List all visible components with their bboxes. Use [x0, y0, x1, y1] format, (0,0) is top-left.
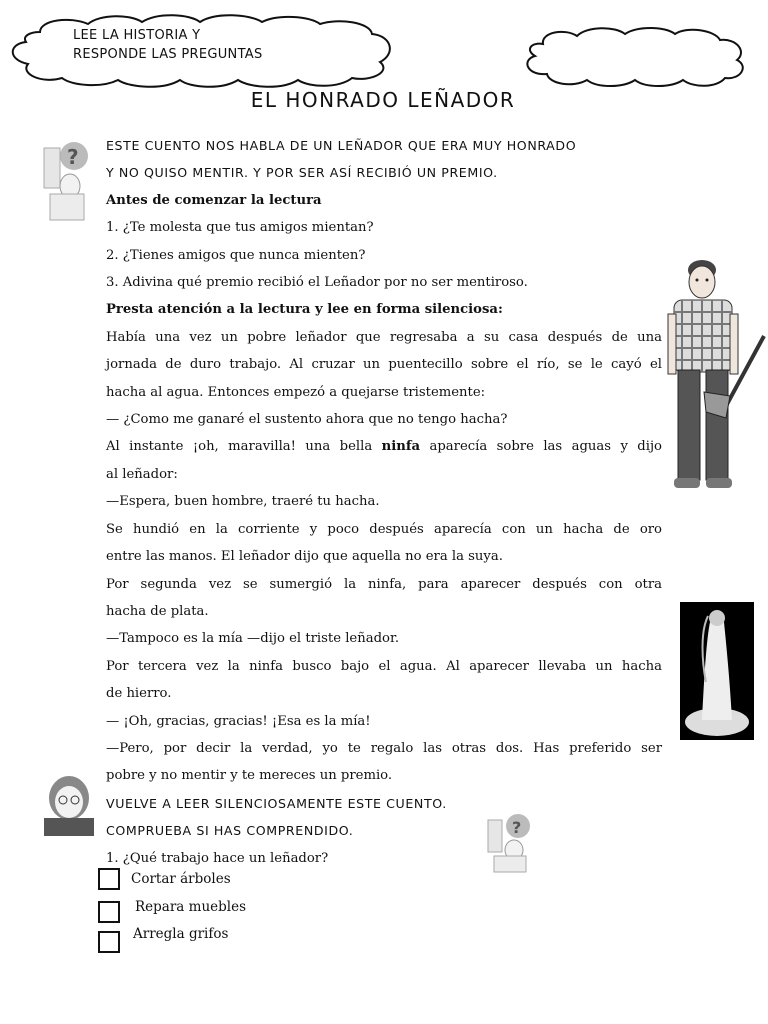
story-line: Por segunda vez se sumergió la ninfa, para aparecer después con otra — [106, 576, 662, 592]
svg-text:?: ? — [67, 145, 79, 169]
story-line: —Espera, buen hombre, traeré tu hacha. — [106, 494, 380, 510]
svg-text:?: ? — [512, 818, 522, 837]
option-label-2: Repara muebles — [135, 899, 246, 915]
story-text: Al instante ¡oh, maravilla! una bella — [106, 439, 382, 455]
thinking-child-image — [40, 138, 94, 222]
story-line: —Pero, por decir la verdad, yo te regalo las otras dos. Has preferido ser — [106, 740, 662, 756]
story-line: de hierro. — [106, 686, 172, 702]
story-body — [106, 132, 662, 872]
story-line: al leñador: — [106, 466, 178, 482]
reread-line-1: VUELVE A LEER SILENCIOSAMENTE ESTE CUENTO. — [106, 795, 447, 811]
instruction-line-1: LEE LA HISTORIA Y — [73, 28, 201, 43]
story-title-text: EL HONRADO LEÑADOR — [250, 88, 516, 112]
instruction-text — [73, 26, 263, 64]
intro-line-1: ESTE CUENTO NOS HABLA DE UN LEÑADOR QUE ERA MUY HONRADO — [106, 138, 577, 153]
story-line: Había una vez un pobre leñador que regresaba a su casa después de una — [106, 329, 662, 345]
teacher-image — [40, 774, 98, 838]
question-1-text: 1. ¿Qué trabajo hace un leñador? — [106, 850, 329, 866]
story-title — [0, 88, 768, 112]
before-question-3: 3. Adivina qué premio recibió el Leñador por no ser mentiroso. — [106, 275, 528, 291]
empty-cloud — [515, 22, 755, 92]
story-line: entre las manos. El leñador dijo que aquella no era la suya. — [106, 549, 503, 565]
story-line: jornada de duro trabajo. Al cruzar un puentecillo sobre el río, se le cayó el — [106, 357, 662, 373]
option-checkbox-1[interactable] — [98, 868, 120, 890]
story-line: — ¡Oh, gracias, gracias! ¡Esa es la mía! — [106, 713, 371, 729]
story-line — [106, 433, 662, 460]
option-checkbox-2[interactable] — [98, 901, 120, 923]
lumberjack-image — [664, 256, 768, 494]
story-line: hacha al agua. Entonces empezó a quejarse tristemente: — [106, 384, 486, 400]
story-text: aparecía sobre las aguas y dijo — [420, 439, 662, 455]
option-checkbox-3[interactable] — [98, 931, 120, 953]
nymph-image — [680, 602, 754, 740]
intro-line-2: Y NO QUISO MENTIR. Y POR SER ASÍ RECIBIÓ UN PREMIO. — [106, 165, 498, 181]
instruction-line-2: RESPONDE LAS PREGUNTAS — [73, 47, 263, 62]
ninfa-bold-word: ninfa — [381, 439, 421, 455]
story-line: —Tampoco es la mía —dijo el triste leñador. — [106, 631, 400, 647]
before-reading-heading: Antes de comenzar la lectura — [106, 192, 322, 208]
reading-heading: Presta atención a la lectura y lee en forma silenciosa: — [106, 302, 503, 318]
reread-line-2: COMPRUEBA SI HAS COMPRENDIDO. — [106, 823, 354, 839]
before-question-1: 1. ¿Te molesta que tus amigos mientan? — [106, 220, 374, 236]
story-line: — ¿Como me ganaré el sustento ahora que no tengo hacha? — [106, 412, 508, 428]
option-label-1: Cortar árboles — [131, 871, 231, 887]
option-label-3: Arregla grifos — [133, 926, 229, 942]
before-question-2: 2. ¿Tienes amigos que nunca mienten? — [106, 247, 366, 263]
story-line: pobre y no mentir y te mereces un premio. — [106, 768, 393, 784]
story-line: Se hundió en la corriente y poco después aparecía con un hacha de oro — [106, 521, 662, 537]
story-line: hacha de plata. — [106, 603, 209, 619]
story-line: Por tercera vez la ninfa busco bajo el agua. Al aparecer llevaba un hacha — [106, 658, 662, 674]
